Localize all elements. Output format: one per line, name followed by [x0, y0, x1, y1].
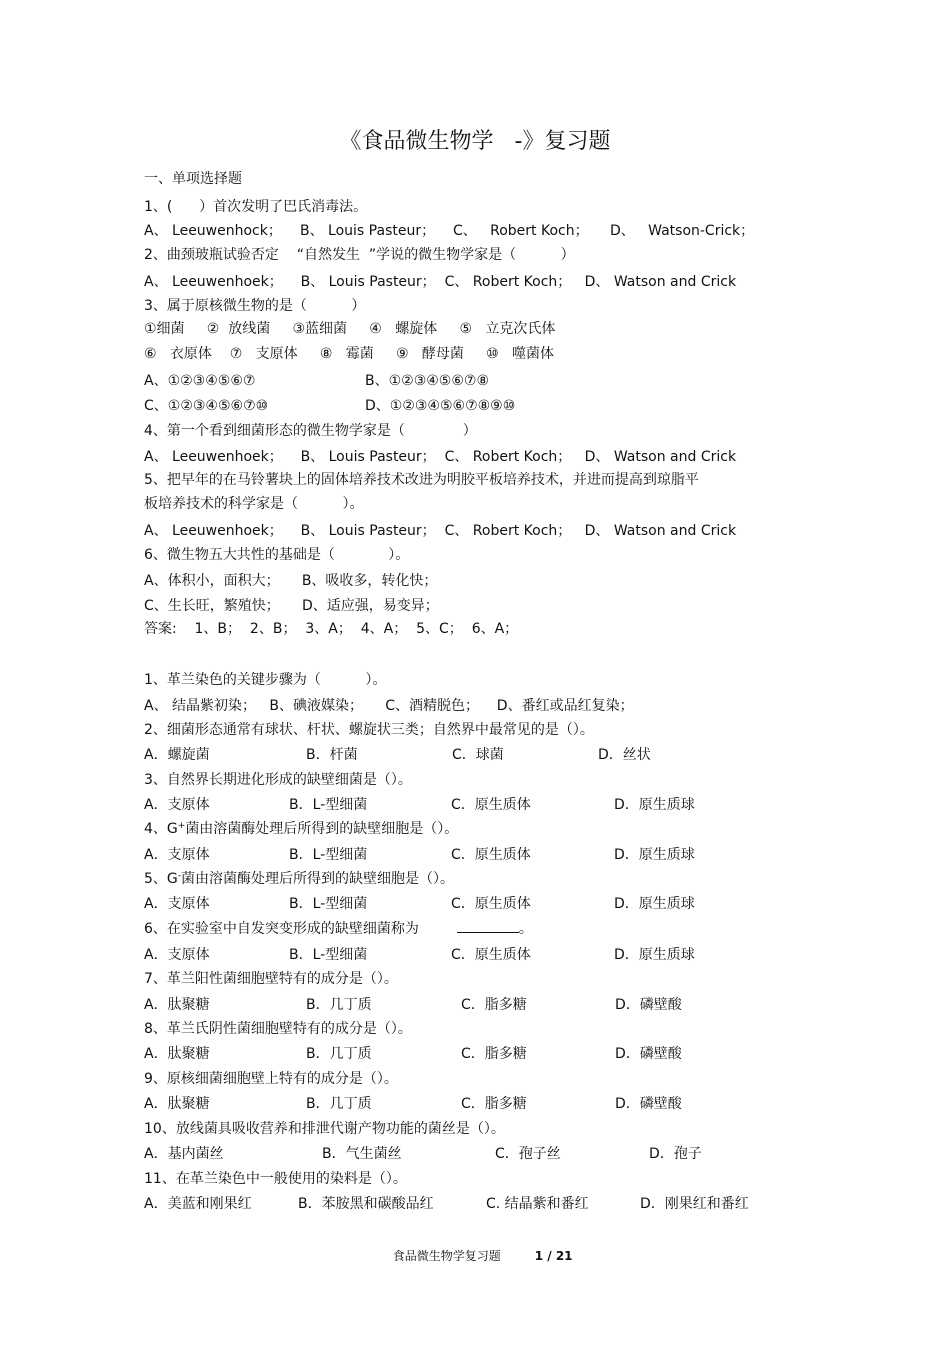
question-6-options-cd: C、生长旺，繁殖快； D、适应强，易变异； — [144, 598, 439, 614]
p2-q7-option-b: B．几丁质 — [306, 997, 372, 1013]
p2-q7-option-c: C．脂多糖 — [461, 997, 527, 1013]
question-5-stem-line-1: 5、把早年的在马铃薯块上的固体培养技术改进为明胶平板培养技术，并进而提高到琼脂平 — [144, 472, 699, 488]
question-6-stem: 6、微生物五大共性的基础是（ ）。 — [144, 547, 410, 563]
p2-q4-option-b: B．L-型细菌 — [289, 847, 368, 863]
question-4-options: A、 Leeuwenhoek； B、 Louis Pasteur； C、 Robert Koch； D、 Watson and Crick — [144, 449, 737, 465]
p2-q9-option-b: B．几丁质 — [306, 1096, 372, 1112]
p2-q8-option-c: C．脂多糖 — [461, 1046, 527, 1062]
p2-q10-option-a: A．基内菌丝 — [144, 1146, 224, 1162]
p2-q2-option-b: B．杆菌 — [306, 747, 358, 763]
p2-q10-option-c: C．孢子丝 — [495, 1146, 561, 1162]
p2-q6-option-c: C．原生质体 — [451, 947, 531, 963]
p2-question-7-stem: 7、革兰阳性菌细胞壁特有的成分是（）。 — [144, 971, 398, 987]
p2-q7-option-a: A．肽聚糖 — [144, 997, 210, 1013]
question-3-stem: 3、属于原核微生物的是（ ） — [144, 298, 366, 314]
p2-q3-option-a: A．支原体 — [144, 797, 210, 813]
p2-q4-option-a: A．支原体 — [144, 847, 210, 863]
question-4-stem: 4、第一个看到细菌形态的微生物学家是（ ） — [144, 423, 477, 439]
footer-title: 食品微生物学复习题 — [392, 1249, 501, 1263]
question-1-stem: 1、( ）首次发明了巴氏消毒法。 — [144, 199, 368, 215]
question-2-stem: 2、曲颈玻瓶试验否定 “自然发生 ”学说的微生物学家是（ ） — [144, 247, 575, 263]
page-number: 1 / 21 — [534, 1249, 573, 1263]
q3-option-c: C、①②③④⑤⑥⑦⑩ — [144, 398, 269, 414]
p2-q9-option-d: D．磷壁酸 — [615, 1096, 682, 1112]
p2-q6-option-a: A．支原体 — [144, 947, 210, 963]
p2-question-2-stem: 2、细菌形态通常有球状、杆状、螺旋状三类；自然界中最常见的是（）。 — [144, 722, 594, 738]
p2-q3-option-b: B．L-型细菌 — [289, 797, 368, 813]
answer-key: 答案: 1、B； 2、B； 3、A； 4、A； 5、C； 6、A； — [144, 621, 519, 637]
p2-q11-option-b: B．苯胺黑和碳酸品红 — [298, 1196, 434, 1212]
p2-q4-option-c: C．原生质体 — [451, 847, 531, 863]
p2-q9-option-a: A．肽聚糖 — [144, 1096, 210, 1112]
p2-q7-option-d: D．磷壁酸 — [615, 997, 682, 1013]
p2-q3-option-d: D．原生质球 — [614, 797, 695, 813]
p2-question-3-stem: 3、自然界长期进化形成的缺壁细菌是（）。 — [144, 772, 412, 788]
p2-q9-option-c: C．脂多糖 — [461, 1096, 527, 1112]
p2-q11-option-a: A．美蓝和刚果红 — [144, 1196, 252, 1212]
question-3-items-1: ①细菌 ② 放线菌 ③蓝细菌 ④ 螺旋体 ⑤ 立克次氏体 — [144, 321, 556, 337]
q1-option-b: B、 Louis Pasteur； — [300, 223, 436, 239]
q1-option-c: C、 Robert Koch； — [453, 223, 589, 239]
p2-q11-option-c: C. 结晶紫和番红 — [486, 1196, 589, 1212]
p2-question-5-stem: 5、G-菌由溶菌酶处理后所得到的缺壁细胞是（）。 — [144, 871, 455, 887]
q1-option-d: D、 Watson-Crick； — [610, 223, 755, 239]
question-5-stem-line-2: 板培养技术的科学家是（ ）。 — [144, 496, 364, 512]
p2-question-11-stem: 11、在革兰染色中一般使用的染料是（）。 — [144, 1171, 407, 1187]
p2-q5-option-b: B．L-型细菌 — [289, 896, 368, 912]
p2-q6-option-d: D．原生质球 — [614, 947, 695, 963]
p2-q8-option-b: B．几丁质 — [306, 1046, 372, 1062]
p2-q3-option-c: C．原生质体 — [451, 797, 531, 813]
q1-option-a: A、 Leeuwenhock； — [144, 223, 282, 239]
question-2-options: A、 Leeuwenhoek； B、 Louis Pasteur； C、 Robert Koch； D、 Watson and Crick — [144, 274, 737, 290]
p2-q4-option-d: D．原生质球 — [614, 847, 695, 863]
p2-q10-option-b: B．气生菌丝 — [322, 1146, 402, 1162]
question-6-options-ab: A、体积小，面积大； B、吸收多，转化快； — [144, 573, 438, 589]
page-title: 《食品微生物学 -》复习题 — [339, 129, 611, 154]
p2-question-4-stem: 4、G+菌由溶菌酶处理后所得到的缺壁细胞是（）。 — [144, 821, 459, 837]
p2-q6-option-b: B．L-型细菌 — [289, 947, 368, 963]
q3-option-d: D、①②③④⑤⑥⑦⑧⑨⑩ — [365, 398, 516, 414]
p2-question-1-stem: 1、革兰染色的关键步骤为（ ）。 — [144, 672, 387, 688]
q3-option-b: B、①②③④⑤⑥⑦⑧ — [365, 373, 490, 389]
answer-blank — [457, 920, 519, 933]
p2-question-10-stem: 10、放线菌具吸收营养和排泄代谢产物功能的菌丝是（）。 — [144, 1121, 505, 1137]
q3-option-a: A、①②③④⑤⑥⑦ — [144, 373, 256, 389]
p2-q2-option-d: D．丝状 — [598, 747, 651, 763]
p2-q11-option-d: D．刚果红和番红 — [640, 1196, 749, 1212]
section-heading: 一、单项选择题 — [144, 171, 242, 187]
question-3-items-2: ⑥ 衣原体 ⑦ 支原体 ⑧ 霉菌 ⑨ 酵母菌 ⑩ 噬菌体 — [144, 346, 555, 362]
p2-question-6-stem: 6、在实验室中自发突变形成的缺壁细菌称为 。 — [144, 921, 533, 937]
p2-q5-option-d: D．原生质球 — [614, 896, 695, 912]
p2-q5-option-c: C．原生质体 — [451, 896, 531, 912]
p2-q10-option-d: D．孢子 — [649, 1146, 702, 1162]
p2-question-8-stem: 8、革兰氏阴性菌细胞壁特有的成分是（）。 — [144, 1021, 412, 1037]
question-5-options: A、 Leeuwenhoek； B、 Louis Pasteur； C、 Robert Koch； D、 Watson and Crick — [144, 523, 737, 539]
p2-q8-option-d: D．磷壁酸 — [615, 1046, 682, 1062]
p2-q5-option-a: A．支原体 — [144, 896, 210, 912]
page-footer — [0, 1233, 950, 1278]
p2-q8-option-a: A．肽聚糖 — [144, 1046, 210, 1062]
p2-question-9-stem: 9、原核细菌细胞壁上特有的成分是（）。 — [144, 1071, 398, 1087]
p2-q2-option-c: C．球菌 — [452, 747, 504, 763]
p2-q2-option-a: A．螺旋菌 — [144, 747, 210, 763]
p2-question-1-options: A、 结晶紫初染； B、碘液媒染； C、酒精脱色； D、番红或品红复染； — [144, 698, 634, 714]
